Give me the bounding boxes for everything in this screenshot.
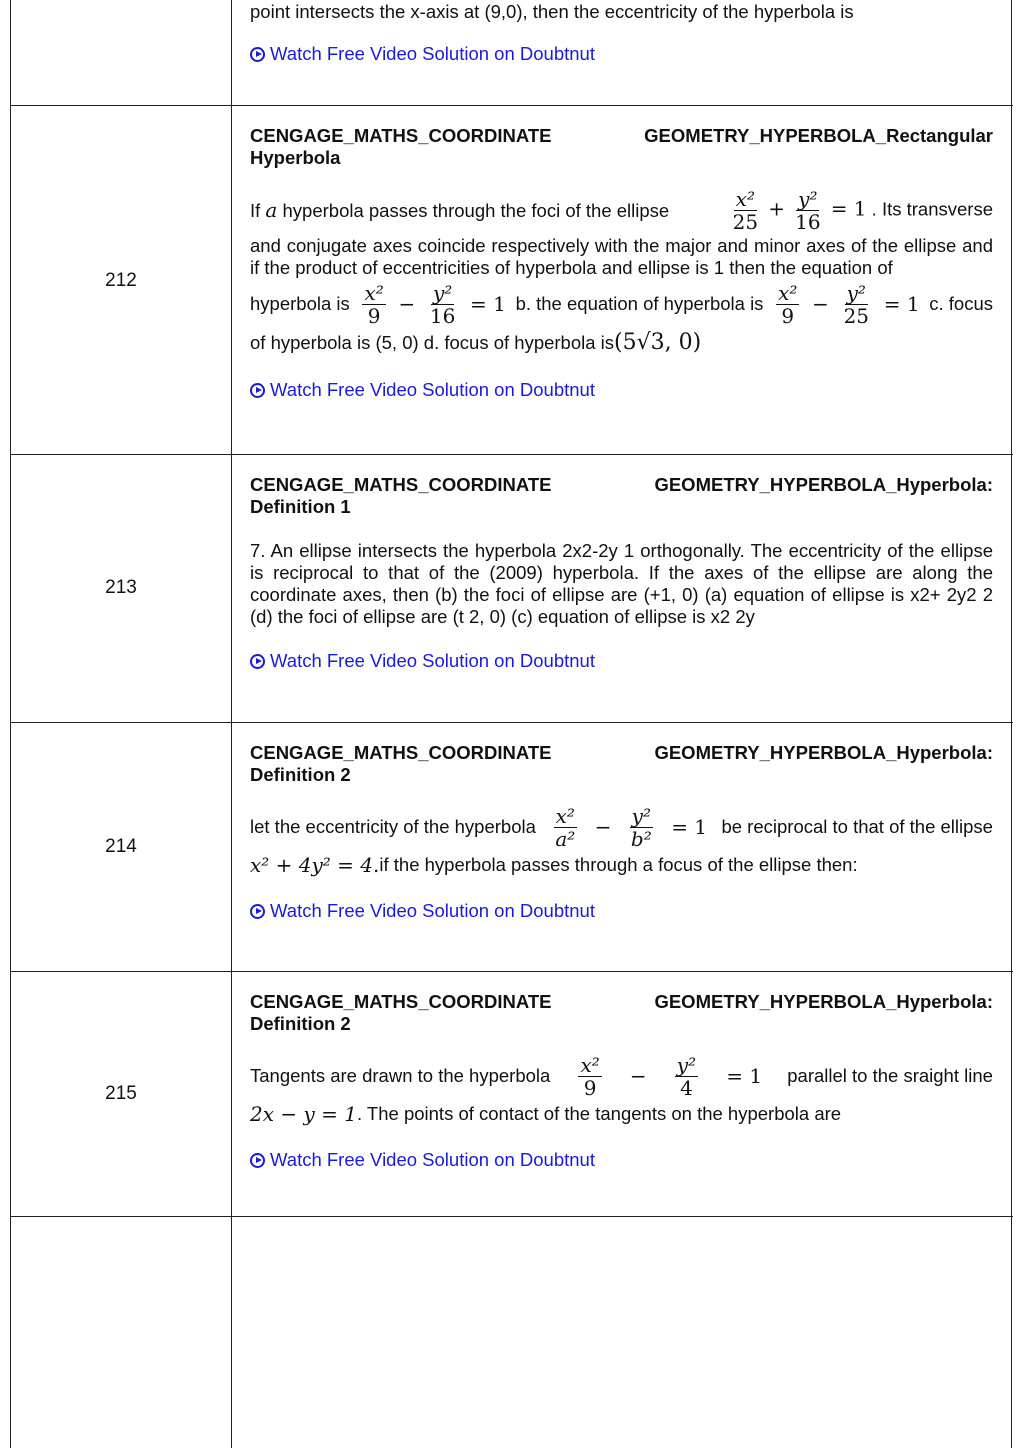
divider bbox=[10, 0, 11, 105]
video-solution-link[interactable] bbox=[250, 43, 993, 65]
video-solution-link[interactable] bbox=[250, 900, 993, 922]
fraction: $\frac{\text{y²}}{25}$ bbox=[843, 280, 870, 328]
question-number: 213 bbox=[105, 577, 137, 598]
divider bbox=[231, 0, 232, 105]
video-solution-link-label: Watch Free Video Solution on Doubtnut bbox=[270, 43, 595, 64]
fraction: $\frac{\text{y²}}{4}$ bbox=[676, 1052, 697, 1100]
divider bbox=[1011, 1217, 1012, 1448]
divider bbox=[1011, 972, 1012, 1216]
table-row bbox=[10, 1217, 1013, 1448]
divider bbox=[10, 1217, 11, 1448]
play-circle-icon bbox=[250, 904, 265, 919]
fraction: $\frac{\text{y²}}{16}$ bbox=[429, 280, 456, 328]
video-solution-link[interactable] bbox=[250, 1149, 993, 1171]
play-circle-icon bbox=[250, 47, 265, 62]
divider bbox=[1011, 723, 1012, 971]
question-text: point intersects the x-axis at (9,0), then the eccentricity of the hyperbola is bbox=[250, 1, 854, 22]
fraction: $\frac{\text{x²}}{25}$ bbox=[732, 186, 759, 234]
question-number: 215 bbox=[105, 1083, 137, 1104]
divider bbox=[1011, 106, 1012, 454]
question-text: 7. An ellipse intersects the hyperbola 2x2-2y 1 orthogonally. The eccentricity of the ellipse is reciprocal to that of the (2009) hyperbola. If the axes of the ellipse are along the coordinate axes, then (b) the foci of ellipse are (+1, 0) (a) equation of ellipse is x2+ 2y2 2 (d) the foci of ellipse are (t 2, 0) (c) equation of ellipse is x2 2y bbox=[250, 540, 993, 627]
table-row bbox=[10, 972, 1013, 1217]
table-row bbox=[10, 723, 1013, 972]
question-number: 214 bbox=[105, 836, 137, 857]
question-text: Tangents are drawn to the hyperbola $\frac{\text{x²}}{9}$ − $\frac{\text{y²}}{4}$ = 1 parallel to the sraight line 2x − y = 1 . The points of contact of the tangents on the hyperbola are bbox=[250, 1052, 993, 1126]
play-circle-icon bbox=[250, 1153, 265, 1168]
fraction: $\frac{\text{x²}}{9}$ bbox=[580, 1052, 600, 1100]
table-row bbox=[10, 0, 1013, 106]
play-circle-icon bbox=[250, 383, 265, 398]
fraction: $\frac{\text{x²}}{\text{a²}}$ bbox=[555, 803, 576, 851]
divider bbox=[1011, 455, 1012, 722]
fraction: $\frac{\text{y²}}{16}$ bbox=[795, 186, 821, 234]
fraction: $\frac{\text{x²}}{9}$ bbox=[364, 280, 384, 328]
play-circle-icon bbox=[250, 654, 265, 669]
question-text: let the eccentricity of the hyperbola $\frac{\text{x²}}{\text{a²}}$ − $\frac{\text{y²}}{\text{b²}}$ = 1 be reciprocal to that of the ellipse x² + 4y² = 4. if the hyperbola passes through a focus of the ellipse then: bbox=[250, 803, 993, 877]
question-table bbox=[10, 0, 1013, 1448]
question-topic: CENGAGE_MATHS_COORDINATE GEOMETRY_HYPERBOLA_Rectangular Hyperbola bbox=[250, 125, 993, 168]
table-row bbox=[10, 455, 1013, 723]
question-topic: CENGAGE_MATHS_COORDINATE GEOMETRY_HYPERBOLA_Hyperbola: Definition 2 bbox=[250, 742, 993, 785]
video-solution-link-label: Watch Free Video Solution on Doubtnut bbox=[270, 900, 595, 921]
video-solution-link[interactable] bbox=[250, 379, 993, 401]
video-solution-link-label: Watch Free Video Solution on Doubtnut bbox=[270, 1149, 595, 1170]
question-number: 212 bbox=[105, 270, 137, 291]
table-row bbox=[10, 106, 1013, 455]
divider bbox=[231, 1217, 232, 1448]
question-topic: CENGAGE_MATHS_COORDINATE GEOMETRY_HYPERBOLA_Hyperbola: Definition 1 bbox=[250, 474, 993, 517]
video-solution-link[interactable] bbox=[250, 650, 993, 672]
fraction: $\frac{\text{y²}}{\text{b²}}$ bbox=[630, 803, 652, 851]
divider bbox=[1011, 0, 1012, 105]
fraction: $\frac{\text{x²}}{9}$ bbox=[778, 280, 798, 328]
video-solution-link-label: Watch Free Video Solution on Doubtnut bbox=[270, 650, 595, 671]
question-topic: CENGAGE_MATHS_COORDINATE GEOMETRY_HYPERBOLA_Hyperbola: Definition 2 bbox=[250, 991, 993, 1034]
video-solution-link-label: Watch Free Video Solution on Doubtnut bbox=[270, 379, 595, 400]
question-text: If a hyperbola passes through the foci of the ellipse $\frac{\text{x²}}{25}$ + $\frac{\text{y²}}{16}$ = 1 . Its transverse and conjugate axes coincide respectively with the major and minor axes of the ellipse and if the product of eccentricities of hyperbola and ellipse is 1 then the equation of hyperbola is $\frac{\text{x²}}{9}$ − $\frac{\text{y²}}{16}$ = 1 b. the equation of hyperbola is $\frac{\text{x²}}{9}$ − $\frac{\text{y²}}{25}$ = 1 c. focus of hyperbola is (5, 0) d. focus of hyperbola is (5√3, 0) bbox=[250, 186, 993, 355]
